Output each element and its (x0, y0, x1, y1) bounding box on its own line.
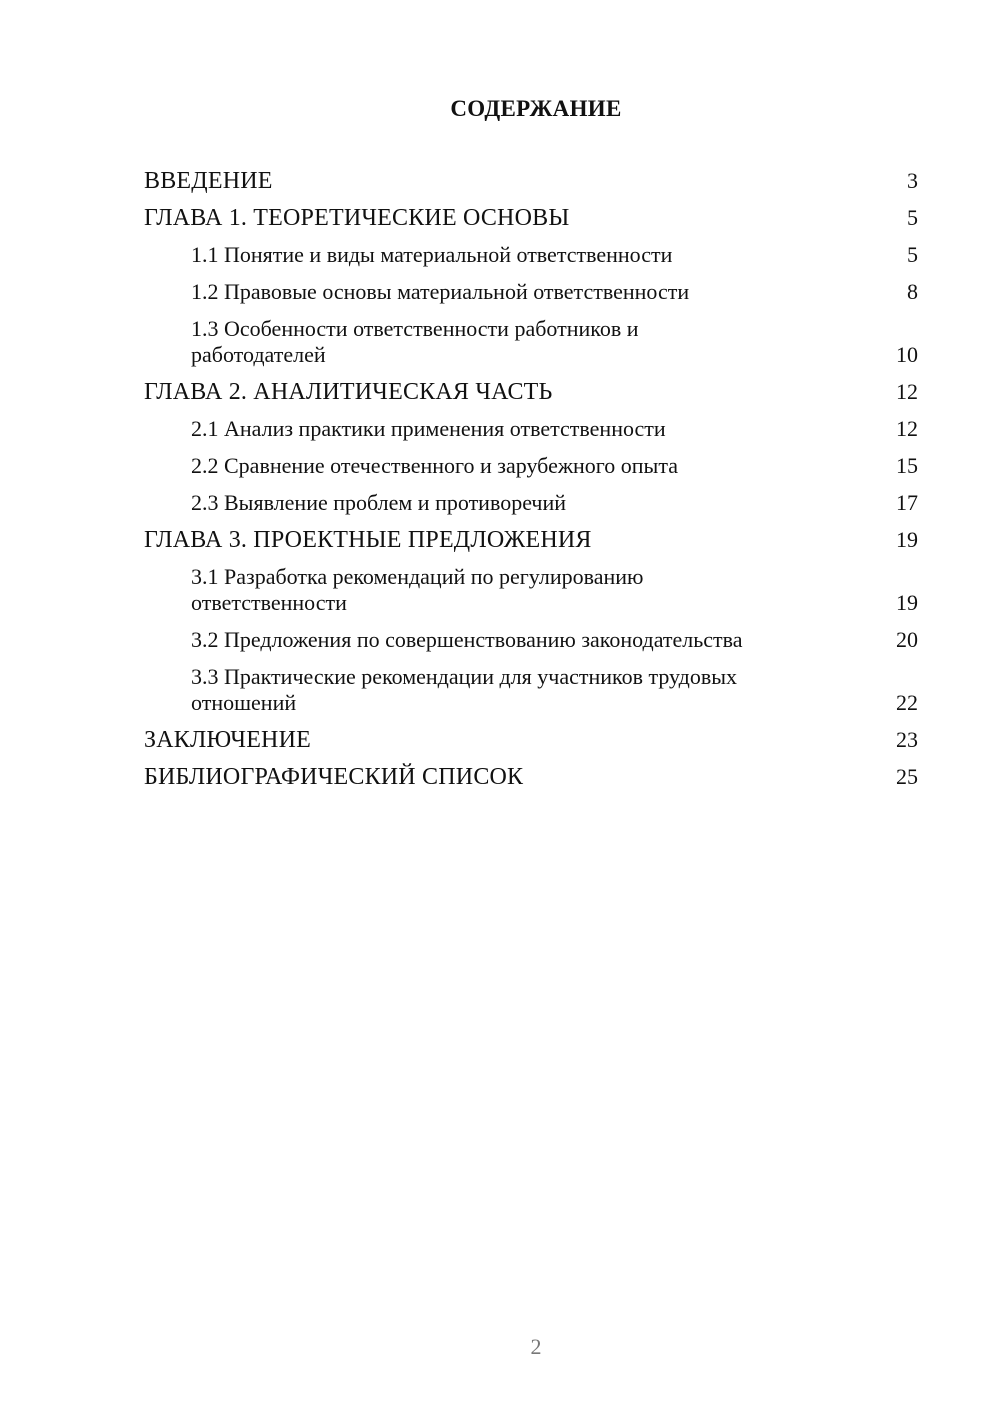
toc-entry-label: 1.3 Особенности ответственности работников и работодателей (191, 316, 639, 367)
toc-entry-chapter-1[interactable] (144, 205, 918, 231)
toc-entry-label: ГЛАВА 2. АНАЛИТИЧЕСКАЯ ЧАСТЬ (144, 379, 553, 405)
toc-entry-label: 3.3 Практические рекомендации для участников трудовых отношений (191, 664, 738, 715)
toc-entry-page: 15 (896, 453, 918, 478)
toc-entry-label: БИБЛИОГРАФИЧЕСКИЙ СПИСОК (144, 764, 524, 790)
toc-entry-label: 1.2 Правовые основы материальной ответственности (191, 279, 690, 304)
toc-entry-label: 2.3 Выявление проблем и противоречий (191, 490, 567, 515)
toc-entry-introduction[interactable] (144, 168, 918, 194)
toc-entry-section-1-1[interactable] (144, 242, 918, 268)
toc-entry-section-2-2[interactable] (144, 453, 918, 479)
toc-entry-page: 17 (896, 490, 918, 515)
page-title: СОДЕРЖАНИЕ (450, 96, 622, 121)
toc-entry-label: 2.1 Анализ практики применения ответственности (191, 416, 666, 441)
toc-entry-page: 19 (896, 527, 918, 552)
toc-entry-label: 1.1 Понятие и виды материальной ответственности (191, 242, 673, 267)
toc-entry-conclusion[interactable] (144, 727, 918, 753)
toc-entry-label: ГЛАВА 3. ПРОЕКТНЫЕ ПРЕДЛОЖЕНИЯ (144, 527, 592, 553)
toc-entry-page: 23 (896, 727, 918, 752)
toc-entry-label: ЗАКЛЮЧЕНИЕ (144, 727, 311, 753)
toc-entry-section-3-2[interactable] (144, 627, 918, 653)
toc-entry-page: 22 (896, 690, 918, 715)
page-number: 2 (530, 1334, 542, 1359)
toc-entry-section-3-3[interactable] (144, 664, 918, 716)
toc-entry-label: 2.2 Сравнение отечественного и зарубежного опыта (191, 453, 678, 478)
toc-entry-page: 5 (907, 242, 918, 267)
toc-entry-section-1-3[interactable] (144, 316, 918, 368)
toc-entry-label: 3.2 Предложения по совершенствованию законодательства (191, 627, 743, 652)
toc-entry-label: ГЛАВА 1. ТЕОРЕТИЧЕСКИЕ ОСНОВЫ (144, 205, 570, 231)
toc-entry-section-2-3[interactable] (144, 490, 918, 516)
toc-entry-section-3-1[interactable] (144, 564, 918, 616)
toc-entry-chapter-2[interactable] (144, 379, 918, 405)
toc-entry-page: 20 (896, 627, 918, 652)
table-of-contents (144, 168, 918, 801)
toc-entry-page: 12 (896, 416, 918, 441)
toc-entry-label: 3.1 Разработка рекомендаций по регулированию ответственности (191, 564, 644, 615)
toc-entry-section-2-1[interactable] (144, 416, 918, 442)
toc-entry-page: 12 (896, 379, 918, 404)
toc-entry-bibliography[interactable] (144, 764, 918, 790)
toc-entry-page: 10 (896, 342, 918, 367)
toc-entry-page: 8 (907, 279, 918, 304)
toc-entry-page: 19 (896, 590, 918, 615)
toc-entry-page: 25 (896, 764, 918, 789)
toc-entry-page: 5 (907, 205, 918, 230)
toc-entry-section-1-2[interactable] (144, 279, 918, 305)
toc-entry-page: 3 (907, 168, 918, 193)
toc-entry-chapter-3[interactable] (144, 527, 918, 553)
toc-entry-label: ВВЕДЕНИЕ (144, 168, 273, 194)
